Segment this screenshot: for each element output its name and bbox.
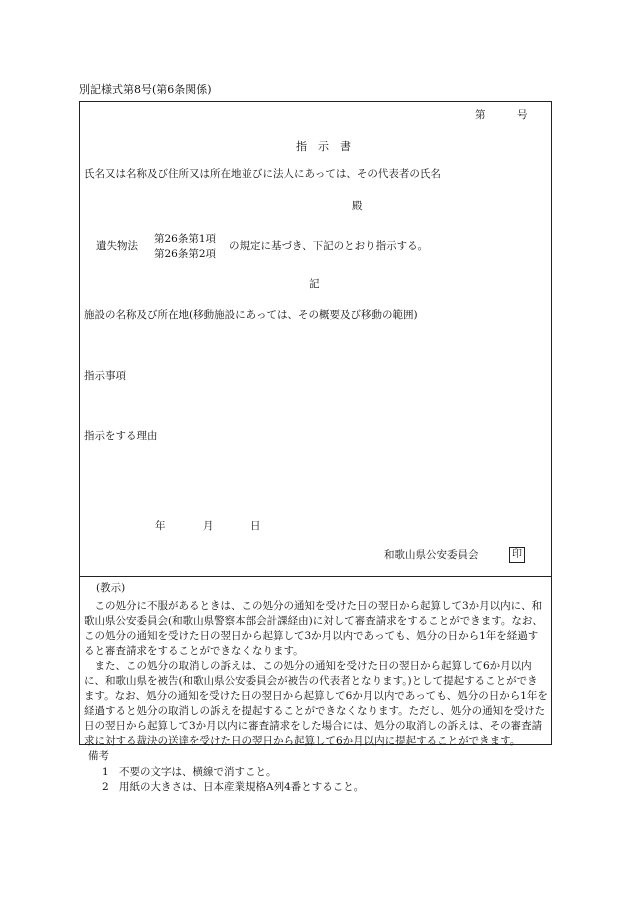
facility-label: 施設の名称及び所在地(移動施設にあっては、その概要及び移動の範囲) <box>84 309 418 321</box>
date-year: 年 <box>155 520 166 532</box>
remark-1-number: 1 <box>102 766 109 778</box>
document-title: 指 示 書 <box>296 140 351 153</box>
notice-heading: (教示) <box>96 582 126 594</box>
article-option-2: 第26条第2項 <box>154 248 217 260</box>
reason-label: 指示をする理由 <box>84 430 158 442</box>
remark-1-text: 不要の文字は、横線で消すこと。 <box>119 766 277 778</box>
remark-2-number: 2 <box>102 781 109 793</box>
notice-paragraph-2: また、この処分の取消しの訴えは、この処分の通知を受けた日の翌日から起算して6か月以内に、和歌山県を被告(和歌山県公安委員会が被告の代表者となります。)として提起することができます。なお、処分の通知を受けた日の翌日から起算して6か月以内であっても、処分の日から1年を経過すると処分の取消しの訴えを提起することができなくなります。ただし、処分の通知を受けた日の翌日から起算して3か月以内に審査請求をした場合には、処分の取消しの訴えは、その審査請求に対する裁決の送達を受けた日の翌日から起算して6か月以内に提起することができます。 <box>84 660 548 747</box>
ki-heading: 記 <box>309 278 320 290</box>
honorific: 殿 <box>352 200 363 212</box>
law-name: 遺失物法 <box>96 240 138 252</box>
instruction-sentence: の規定に基づき、下記のとおり指示する。 <box>229 240 429 252</box>
article-option-1: 第26条第1項 <box>154 233 217 245</box>
seal-mark-text: 印 <box>512 549 522 560</box>
notice-text <box>84 599 548 749</box>
document-number: 第 号 <box>475 109 528 121</box>
date-month: 月 <box>203 520 214 532</box>
date-day: 日 <box>250 520 261 532</box>
seal-mark <box>509 547 525 563</box>
items-label: 指示事項 <box>84 370 126 382</box>
issuer-name: 和歌山県公安委員会 <box>384 549 479 561</box>
addressee-line: 氏名又は名称及び住所又は所在地並びに法人にあっては、その代表者の氏名 <box>84 168 441 180</box>
remark-2-text: 用紙の大きさは、日本産業規格A列4番とすること。 <box>119 781 365 793</box>
remarks-heading: 備考 <box>88 750 109 762</box>
form-label: 別記様式第8号(第6条関係) <box>79 83 212 96</box>
notice-paragraph-1: この処分に不服があるときは、この処分の通知を受けた日の翌日から起算して3か月以内に、和歌山県公安委員会(和歌山県警察本部会計課経由)に対して審査請求をすることができます。なお、この処分の通知を受けた日の翌日から起算して3か月以内であっても、処分の日から1年を経過すると審査請求をすることができなくなります。 <box>84 600 543 657</box>
